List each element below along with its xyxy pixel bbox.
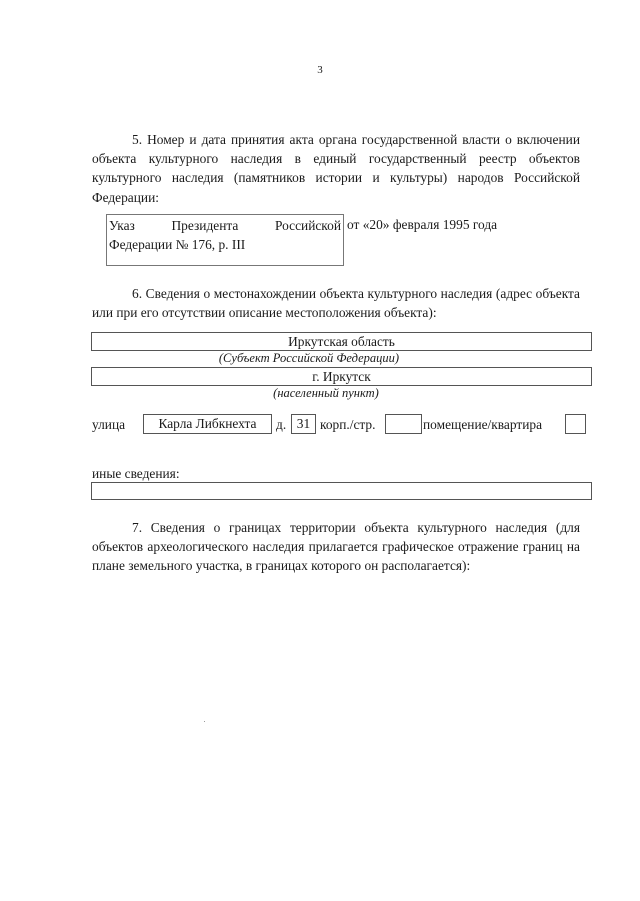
street-field[interactable]: Карла Либкнехта [143,414,272,434]
house-label: д. [276,417,287,432]
city-field[interactable]: г. Иркутск [91,367,592,386]
act-word-2: Президента [171,218,239,233]
act-word-1: Указ [109,218,135,233]
section-5-body: 5. Номер и дата принятия акта органа государственной власти о включении объекта культурного наследия в единый государственный реестр объектов культурного наследия (памятников истории и культуры) народов Российской Федерации: [92,132,580,205]
other-info-field[interactable] [91,482,592,500]
act-word-3: Российской [275,218,341,233]
act-box [106,214,344,266]
house-field[interactable]: 31 [291,414,316,434]
section-5-text [92,130,580,207]
act-date: от «20» февраля 1995 года [347,217,498,232]
other-info-label: иные сведения: [92,466,180,481]
section-6-body: 6. Сведения о местонахождении объекта культурного наследия (адрес объекта или при его отсутствии описание местоположения объекта): [92,286,580,321]
act-line-2: Федерации № 176, р. III [109,237,246,252]
region-field[interactable]: Иркутская область [91,332,592,351]
region-caption: (Субъект Российской Федерации) [218,351,400,365]
city-caption: (населенный пункт) [273,386,379,400]
section-7-body: 7. Сведения о границах территории объекта культурного наследия (для объектов археологического наследия прилагается графическое отражение границ на плане земельного участка, в границах которого он располагается): [92,520,580,574]
section-7-text [92,518,580,576]
building-field[interactable] [385,414,422,434]
scan-speck [204,721,205,722]
apartment-field[interactable] [565,414,586,434]
act-line-1 [109,216,341,235]
street-label: улица [92,417,126,432]
page-number: 3 [317,64,323,76]
building-label: корп./стр. [320,417,376,432]
section-6-text [92,284,580,322]
apartment-label: помещение/квартира [423,417,543,432]
